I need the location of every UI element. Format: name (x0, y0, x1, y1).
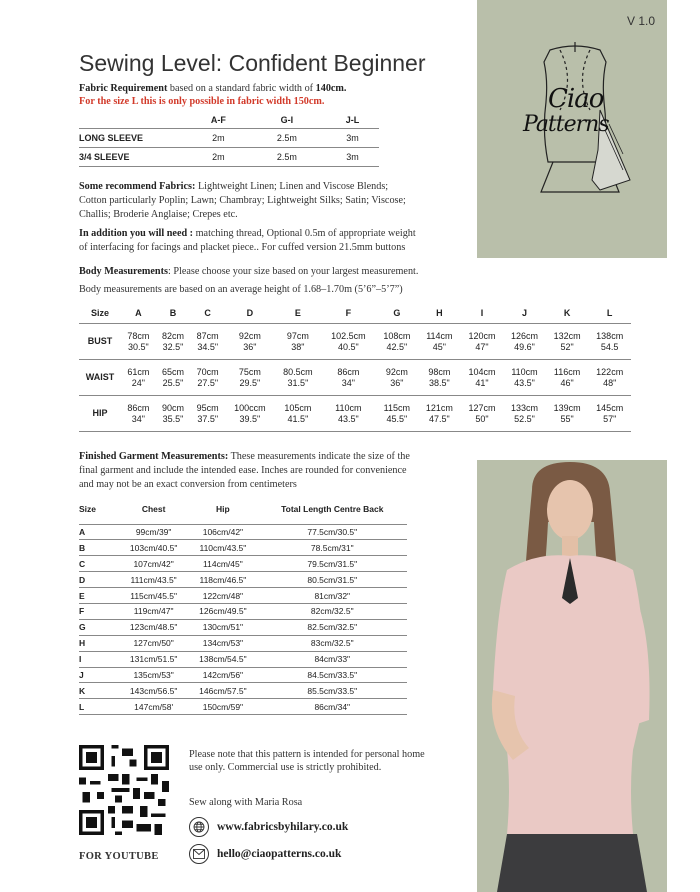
fabric-requirement-table (79, 112, 379, 167)
body-cell-in: 45" (432, 341, 446, 352)
body-header-5: E (275, 303, 322, 324)
body-measurements-text: Body Measurements: Please choose your size based on your largest measurement. (79, 266, 419, 277)
body-header-7: G (376, 303, 419, 324)
fabric-cell: 3m (326, 148, 379, 167)
finished-cell: 99cm/39" (119, 524, 188, 540)
finished-row (79, 588, 407, 604)
body-header-10: J (503, 303, 546, 324)
body-cell-in: 35.5" (162, 413, 184, 424)
body-cell (588, 324, 631, 360)
body-cell (275, 360, 322, 396)
fabric-header-0 (79, 112, 189, 129)
finished-row (79, 540, 407, 556)
body-cell (156, 396, 191, 432)
finished-size: I (79, 651, 119, 667)
body-cell-in: 41.5" (287, 413, 309, 424)
finished-row (79, 667, 407, 683)
body-cell-in: 25.5" (162, 377, 184, 388)
body-cell-in: 37.5" (197, 413, 219, 424)
body-row-waist (79, 360, 631, 396)
finished-cell: 126cm/49.5" (188, 603, 257, 619)
body-cell (503, 324, 546, 360)
body-cell-cm: 75cm (238, 366, 261, 377)
body-header-0: Size (79, 303, 121, 324)
body-cell (376, 324, 419, 360)
finished-row (79, 556, 407, 572)
finished-cell: 79.5cm/31.5" (258, 556, 407, 572)
finished-row (79, 635, 407, 651)
body-cell-cm: 126cm (511, 330, 539, 341)
finished-size: E (79, 588, 119, 604)
finished-cell: 114cm/45" (188, 556, 257, 572)
body-row-label: HIP (79, 396, 121, 432)
qr-caption: FOR YOUTUBE (79, 851, 159, 862)
fabric-cell: 3m (326, 129, 379, 148)
fabric-cell: 2m (189, 129, 248, 148)
body-cell (225, 360, 275, 396)
finished-cell: 130cm/51" (188, 619, 257, 635)
body-row-bust (79, 324, 631, 360)
body-cell-in: 45.5" (386, 413, 408, 424)
body-cell-cm: 86cm (337, 366, 360, 377)
body-cell-in: 47.5" (429, 413, 450, 424)
fabric-row-label: 3/4 SLEEVE (79, 148, 189, 167)
body-cell-in: 43.5" (337, 413, 359, 424)
finished-cell: 84cm/33" (258, 651, 407, 667)
body-cell-cm: 133cm (511, 402, 539, 413)
body-cell (321, 360, 375, 396)
body-cell (376, 360, 419, 396)
body-row-label: BUST (79, 324, 121, 360)
body-cell (461, 360, 504, 396)
finished-cell: 77.5cm/30.5" (258, 524, 407, 540)
finished-cell: 119cm/47" (119, 603, 188, 619)
body-cell-cm: 127cm (468, 402, 496, 413)
body-header-4: D (225, 303, 275, 324)
finished-measurements-text: Finished Garment Measurements: These measurements indicate the size of the final garment and include the intended ease. Inches are rounded for convenience and may not be an exact conversion from centimeters (79, 451, 410, 490)
body-cell-cm: 120cm (468, 330, 496, 341)
body-cell (503, 360, 546, 396)
body-cell (156, 360, 191, 396)
finished-row (79, 572, 407, 588)
body-cell-cm: 86cm (127, 402, 150, 413)
body-cell-cm: 145cm (596, 402, 624, 413)
body-cell-cm: 116cm (553, 366, 581, 377)
body-header-11: K (546, 303, 589, 324)
body-row-hip (79, 396, 631, 432)
envelope-icon (189, 844, 209, 864)
body-cell (461, 396, 504, 432)
finished-cell: 110cm/43.5" (188, 540, 257, 556)
finished-row (79, 619, 407, 635)
body-cell-in: 57" (603, 413, 617, 424)
body-cell-in: 40.5" (337, 341, 359, 352)
fabric-header-3: J-L (326, 112, 379, 129)
body-cell-in: 24" (131, 377, 145, 388)
body-cell-cm: 97cm (286, 330, 309, 341)
body-cell (588, 360, 631, 396)
body-cell-cm: 104cm (468, 366, 496, 377)
body-header-3: C (190, 303, 225, 324)
body-cell (418, 396, 461, 432)
body-row-label: WAIST (79, 360, 121, 396)
body-cell-cm: 95cm (196, 402, 219, 413)
body-cell-in: 52.5" (514, 413, 535, 424)
finished-cell: 81cm/32" (258, 588, 407, 604)
finished-size: K (79, 683, 119, 699)
body-cell-cm: 138cm (596, 330, 624, 341)
body-cell (225, 396, 275, 432)
body-cell-cm: 90cm (162, 402, 185, 413)
body-cell-in: 54.5 (600, 341, 619, 352)
finished-row (79, 699, 407, 715)
finished-cell: 135cm/53" (119, 667, 188, 683)
globe-icon (189, 817, 209, 837)
email-link[interactable]: hello@ciaopatterns.co.uk (217, 848, 342, 860)
finished-cell: 84.5cm/33.5" (258, 667, 407, 683)
body-cell-in: 39.5" (239, 413, 261, 424)
finished-size: C (79, 556, 119, 572)
finished-size: H (79, 635, 119, 651)
body-cell-in: 27.5" (197, 377, 219, 388)
finished-cell: 115cm/45.5" (119, 588, 188, 604)
finished-row (79, 651, 407, 667)
finished-cell: 82.5cm/32.5" (258, 619, 407, 635)
body-cell-cm: 87cm (196, 330, 219, 341)
body-cell (418, 360, 461, 396)
body-cell-cm: 105cm (284, 402, 312, 413)
version-label: V 1.0 (627, 14, 656, 28)
body-cell-cm: 132cm (553, 330, 581, 341)
body-cell-cm: 114cm (426, 330, 453, 341)
body-cell-in: 42.5" (386, 341, 408, 352)
fabric-row-label: LONG SLEEVE (79, 129, 189, 148)
fabric-width-note: For the size L this is only possible in fabric width 150cm. (79, 96, 325, 107)
fabric-cell: 2m (189, 148, 248, 167)
finished-size: B (79, 540, 119, 556)
finished-cell: 80.5cm/31.5" (258, 572, 407, 588)
logo-text-ciao: Ciao (548, 84, 604, 114)
body-cell-in: 41" (475, 377, 489, 388)
body-cell (121, 324, 156, 360)
body-cell-cm: 65cm (162, 366, 185, 377)
fabric-cell: 2.5m (248, 129, 326, 148)
finished-cell: 86cm/34" (258, 699, 407, 715)
body-cell-in: 49.6" (514, 341, 535, 352)
body-cell (546, 360, 589, 396)
body-header-6: F (321, 303, 375, 324)
body-cell (121, 360, 156, 396)
finished-cell: 78.5cm/31" (258, 540, 407, 556)
body-cell (190, 396, 225, 432)
model-photo (477, 460, 667, 892)
body-cell-in: 34.5" (197, 341, 219, 352)
body-cell-in: 36" (243, 341, 257, 352)
notions-text: In addition you will need : matching thread, Optional 0.5m of appropriate weight of interfacing for facings and placket piece.. For cuffed version 21.5mm buttons (79, 228, 416, 253)
body-cell-cm: 70cm (196, 366, 219, 377)
finished-row (79, 683, 407, 699)
body-cell-cm: 108cm (383, 330, 411, 341)
finished-size: A (79, 524, 119, 540)
body-cell (418, 324, 461, 360)
body-cell (376, 396, 419, 432)
body-cell-in: 55" (560, 413, 574, 424)
finished-cell: 147cm/58' (119, 699, 188, 715)
finished-header-2: Hip (188, 496, 257, 524)
body-cell-in: 32.5" (162, 341, 184, 352)
finished-row (79, 524, 407, 540)
body-cell (321, 324, 375, 360)
body-cell-cm: 110cm (511, 366, 538, 377)
body-cell (275, 324, 322, 360)
fabric-requirement-text: Fabric Requirement based on a standard fabric width of 140cm. (79, 83, 347, 94)
finished-cell: 138cm/54.5" (188, 651, 257, 667)
finished-cell: 146cm/57.5" (188, 683, 257, 699)
finished-cell: 142cm/56" (188, 667, 257, 683)
body-header-2: B (156, 303, 191, 324)
body-cell-in: 34" (131, 413, 145, 424)
body-cell-cm: 92cm (385, 366, 408, 377)
body-header-9: I (461, 303, 504, 324)
finished-measurements-table (79, 496, 407, 715)
body-measurements-table (79, 303, 631, 432)
finished-header-1: Chest (119, 496, 188, 524)
finished-cell: 106cm/42" (188, 524, 257, 540)
body-cell-in: 31.5" (287, 377, 309, 388)
finished-cell: 123cm/48.5" (119, 619, 188, 635)
finished-cell: 122cm/48" (188, 588, 257, 604)
body-cell-cm: 122cm (596, 366, 624, 377)
body-cell-cm: 78cm (127, 330, 150, 341)
finished-size: J (79, 667, 119, 683)
finished-cell: 111cm/43.5" (119, 572, 188, 588)
logo-text-patterns: Patterns (523, 112, 609, 137)
finished-cell: 118cm/46.5" (188, 572, 257, 588)
body-cell-in: 47" (475, 341, 489, 352)
website-row[interactable] (189, 817, 348, 837)
body-cell (321, 396, 375, 432)
body-cell-cm: 115cm (383, 402, 410, 413)
body-cell-cm: 92cm (238, 330, 261, 341)
finished-cell: 131cm/51.5" (119, 651, 188, 667)
finished-cell: 134cm/53" (188, 635, 257, 651)
finished-header-0: Size (79, 496, 119, 524)
body-cell-in: 52" (560, 341, 574, 352)
body-cell-cm: 82cm (162, 330, 185, 341)
finished-cell: 83cm/32.5" (258, 635, 407, 651)
page-title: Sewing Level: Confident Beginner (79, 50, 426, 76)
usage-note: Please note that this pattern is intended for personal home use only. Commercial use is strictly prohibited. (189, 749, 425, 773)
fabric-row (79, 148, 379, 167)
body-cell-in: 50" (475, 413, 489, 424)
body-cell-cm: 100ccm (234, 402, 266, 413)
body-header-1: A (121, 303, 156, 324)
finished-size: F (79, 603, 119, 619)
finished-size: D (79, 572, 119, 588)
email-row[interactable] (189, 844, 341, 864)
body-cell (588, 396, 631, 432)
body-cell-in: 34" (341, 377, 355, 388)
body-cell-cm: 121cm (425, 402, 453, 413)
body-cell (156, 324, 191, 360)
finished-cell: 143cm/56.5" (119, 683, 188, 699)
finished-row (79, 603, 407, 619)
body-cell-cm: 98cm (428, 366, 451, 377)
body-header-12: L (588, 303, 631, 324)
body-cell-in: 38" (291, 341, 305, 352)
fabric-row (79, 129, 379, 148)
body-cell-in: 43.5" (514, 377, 535, 388)
body-cell (225, 324, 275, 360)
body-cell (190, 360, 225, 396)
finished-header-3: Total Length Centre Back (258, 496, 407, 524)
body-cell-in: 38.5" (429, 377, 450, 388)
body-cell (546, 324, 589, 360)
body-cell (190, 324, 225, 360)
body-cell-in: 46" (560, 377, 574, 388)
body-header-8: H (418, 303, 461, 324)
body-measurements-height: Body measurements are based on an average height of 1.68–1.70m (5’6”–5’7”) (79, 284, 403, 295)
photo-panel (477, 460, 667, 892)
sew-along-text: Sew along with Maria Rosa (189, 797, 303, 808)
finished-cell: 82cm/32.5" (258, 603, 407, 619)
body-cell-in: 30.5" (127, 341, 149, 352)
finished-cell: 127cm/50" (119, 635, 188, 651)
finished-cell: 85.5cm/33.5" (258, 683, 407, 699)
recommended-fabrics-text: Some recommend Fabrics: Lightweight Linen; Linen and Viscose Blends; Cotton particularly Poplin; Lawn; Chambray; Lightweight Silks; Satin; Viscose; Challis; Broderie Anglaise; Crepes etc. (79, 181, 406, 220)
body-cell (461, 324, 504, 360)
body-cell (275, 396, 322, 432)
body-cell-cm: 61cm (127, 366, 150, 377)
fabric-header-2: G-I (248, 112, 326, 129)
body-cell-cm: 102.5cm (331, 330, 366, 341)
qr-code-icon[interactable] (79, 745, 169, 835)
finished-cell: 103cm/40.5" (119, 540, 188, 556)
body-cell-cm: 110cm (335, 402, 362, 413)
finished-cell: 107cm/42" (119, 556, 188, 572)
body-cell-cm: 80.5cm (283, 366, 313, 377)
website-link[interactable]: www.fabricsbyhilary.co.uk (217, 821, 349, 833)
fabric-cell: 2.5m (248, 148, 326, 167)
fabric-header-1: A-F (189, 112, 248, 129)
body-cell-cm: 139cm (553, 402, 581, 413)
body-cell-in: 48" (603, 377, 617, 388)
finished-cell: 150cm/59" (188, 699, 257, 715)
body-cell (546, 396, 589, 432)
body-cell (503, 396, 546, 432)
body-cell-in: 29.5" (239, 377, 261, 388)
body-cell (121, 396, 156, 432)
finished-size: G (79, 619, 119, 635)
body-cell-in: 36" (390, 377, 404, 388)
finished-size: L (79, 699, 119, 715)
